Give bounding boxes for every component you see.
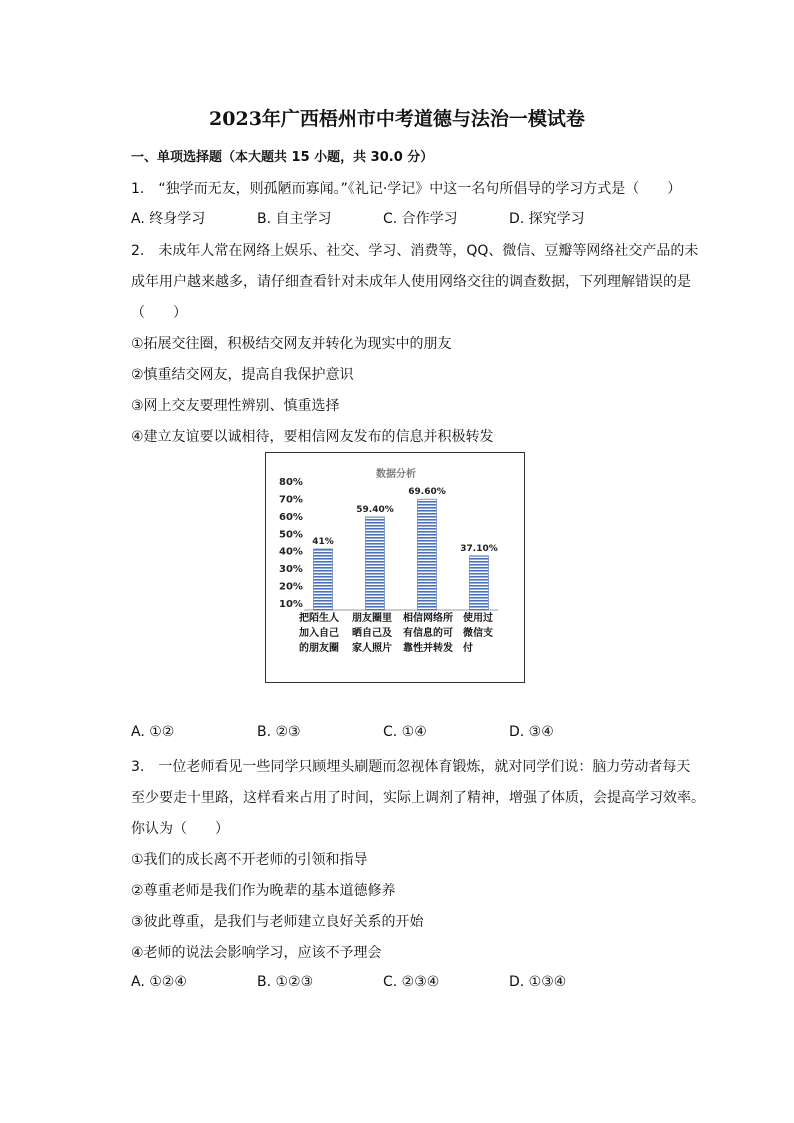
x-label-line: 朋友圈里 [352, 613, 392, 624]
q1-option-d: D. 探究学习 [509, 211, 585, 227]
question-2-stem-line: 成年用户越来越多，请仔细查看针对未成年人使用网络交往的调查数据，下列理解错误的是 [131, 274, 691, 290]
bar-data-label: 69.60% [408, 487, 446, 498]
y-tick-label: 40% [279, 546, 303, 558]
exam-title: 2023年广西梧州市中考道德与法治一模试卷 [209, 108, 585, 130]
x-label-line: 微信支 [463, 628, 493, 639]
x-label-line: 的朋友圈 [299, 643, 339, 654]
q2-option-c: C. ①④ [383, 724, 427, 740]
bar [314, 549, 333, 610]
x-label-line: 有信息的可 [403, 628, 453, 639]
x-label-line: 晒自己及 [352, 628, 392, 639]
y-tick-label: 20% [279, 581, 303, 593]
q3-statement-2: ②尊重老师是我们作为晚辈的基本道德修养 [131, 883, 396, 899]
y-tick-label: 60% [279, 511, 303, 523]
q1-option-b: B. 自主学习 [257, 211, 332, 227]
q1-option-c: C. 合作学习 [383, 211, 458, 227]
bar [418, 499, 437, 610]
bar-data-label: 59.40% [356, 504, 394, 515]
question-3-stem-line: 3. 一位老师看见一些同学只顾埋头刷题而忽视体育锻炼，就对同学们说：脑力劳动者每天 [131, 759, 691, 775]
q3-statement-1: ①我们的成长离不开老师的引领和指导 [131, 852, 368, 868]
question-1-stem: 1. “独学而无友，则孤陋而寡闻。”《礼记·学记》中这一名句所倡导的学习方式是（ ） [131, 181, 682, 197]
q2-statement-4: ④建立友谊要以诚相待，要相信网友发布的信息并积极转发 [131, 429, 494, 445]
q2-option-b: B. ②③ [257, 724, 301, 740]
y-tick-label: 10% [279, 599, 303, 610]
q3-statement-4: ④老师的说法会影响学习，应该不予理会 [131, 945, 382, 961]
x-label-line: 加入自己 [299, 628, 339, 639]
bar [470, 556, 489, 610]
bar-data-label: 41% [312, 536, 334, 547]
y-tick-label: 30% [279, 564, 303, 576]
q2-statement-3: ③网上交友要理性辨别、慎重选择 [131, 398, 340, 414]
x-label-line: 家人照片 [352, 643, 392, 654]
q2-statement-2: ②慎重结交网友，提高自我保护意识 [131, 367, 354, 383]
q3-option-b: B. ①②③ [257, 974, 314, 990]
x-category-label-2 [352, 611, 408, 656]
x-label-line: 付 [463, 643, 473, 654]
y-tick-label: 70% [279, 494, 303, 506]
x-category-label-4 [463, 611, 511, 656]
bar-data-label: 37.10% [460, 543, 498, 554]
survey-bar-chart [265, 452, 525, 683]
question-3-stem-line: 你认为（ ） [131, 821, 229, 837]
q3-option-d: D. ①③④ [509, 974, 567, 990]
question-2-stem-line: 2. 未成年人常在网络上娱乐、社交、学习、消费等，QQ、微信、豆瓣等网络社交产品的未 [131, 243, 699, 259]
question-2-stem-line: （ ） [131, 305, 187, 321]
x-label-line: 使用过 [463, 613, 493, 624]
q2-option-a: A. ①② [131, 724, 175, 740]
section-heading: 一、单项选择题（本大题共 15 小题，共 30.0 分） [131, 150, 434, 165]
x-label-line: 相信网络所 [403, 613, 453, 624]
q3-statement-3: ③彼此尊重，是我们与老师建立良好关系的开始 [131, 914, 424, 930]
question-3-stem-line: 至少要走十里路，这样看来占用了时间，实际上调剂了精神，增强了体质，会提高学习效率。 [131, 790, 705, 806]
chart-title: 数据分析 [376, 469, 416, 480]
y-tick-label: 80% [279, 477, 303, 488]
q1-option-a: A. 终身学习 [131, 211, 206, 227]
q2-statement-1: ①拓展交往圈，积极结交网友并转化为现实中的朋友 [131, 336, 452, 352]
x-label-line: 把陌生人 [299, 613, 339, 624]
q3-option-a: A. ①②④ [131, 974, 187, 990]
q2-option-d: D. ③④ [509, 724, 554, 740]
x-label-line: 靠性并转发 [403, 643, 453, 654]
bar [366, 517, 385, 610]
q3-option-c: C. ②③④ [383, 974, 440, 990]
x-category-label-3 [403, 611, 465, 656]
y-tick-label: 50% [279, 529, 303, 541]
x-category-label-1 [299, 611, 355, 656]
